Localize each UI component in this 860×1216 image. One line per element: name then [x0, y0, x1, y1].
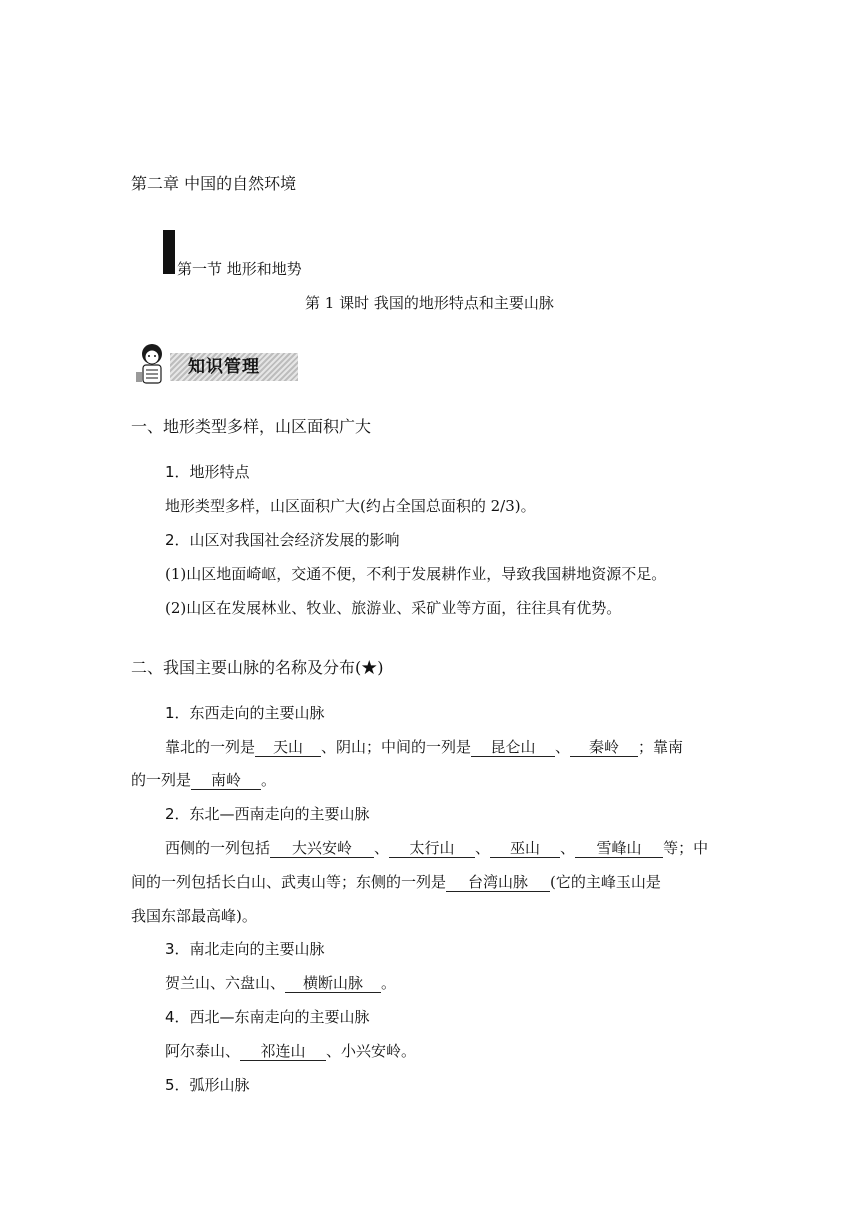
blank-hengduan-shanmai: 横断山脉: [285, 974, 381, 993]
ew-line1: [165, 736, 683, 757]
blank-daxinganling: 大兴安岭: [270, 839, 374, 858]
ns-line: [165, 972, 396, 993]
part2-heading: 二、我国主要山脉的名称及分布(★): [131, 658, 384, 677]
part1-heading: 一、地形类型多样，山区面积广大: [131, 417, 372, 436]
ew-title: 1．东西走向的主要山脉: [165, 704, 325, 722]
part1-item2-text1: (1)山区地面崎岖，交通不便，不利于发展耕作业，导致我国耕地资源不足。: [165, 565, 667, 583]
nesw-title: 2．东北—西南走向的主要山脉: [165, 805, 370, 823]
student-icon: [132, 342, 172, 386]
section-marker-bar: [163, 230, 175, 274]
ns-title: 3．南北走向的主要山脉: [165, 940, 325, 958]
nesw-text2: 等；中: [663, 839, 709, 857]
nwse-title: 4．西北—东南走向的主要山脉: [165, 1008, 370, 1026]
ew-text5: 的一列是: [131, 771, 192, 789]
ew-text3: 、: [555, 738, 571, 756]
knowledge-banner: [132, 342, 302, 386]
ns-text2: 。: [381, 974, 397, 992]
blank-nanling: 南岭: [191, 771, 261, 790]
nwse-line: [165, 1040, 416, 1061]
ew-text4: ；靠南: [638, 738, 684, 756]
arc-title: 5．弧形山脉: [165, 1076, 250, 1094]
nesw-text1: 西侧的一列包括: [165, 839, 271, 857]
blank-qilianshan: 祁连山: [240, 1042, 326, 1061]
nwse-text1: 阿尔泰山、: [165, 1042, 241, 1060]
blank-kunlunshan: 昆仑山: [471, 738, 555, 757]
blank-xuefengshan: 雪峰山: [575, 839, 663, 858]
blank-wushan: 巫山: [490, 839, 560, 858]
part1-item2-title: 2．山区对我国社会经济发展的影响: [165, 531, 400, 549]
part1-item1-title: 1．地形特点: [165, 463, 250, 481]
nesw-text4: (它的主峰玉山是: [550, 873, 661, 891]
blank-taihangshan: 太行山: [389, 839, 475, 858]
part1-item1-text: 地形类型多样，山区面积广大(约占全国总面积的 2/3)。: [165, 497, 536, 515]
part1-item2-text2: (2)山区在发展林业、牧业、旅游业、采矿业等方面，往往具有优势。: [165, 599, 622, 617]
ew-text1: 靠北的一列是: [165, 738, 256, 756]
ew-text2: 、阴山；中间的一列是: [321, 738, 472, 756]
ew-line2: [131, 769, 276, 790]
nesw-line2: [131, 871, 661, 892]
nesw-sep2: 、: [475, 839, 491, 857]
chapter-title: 第二章 中国的自然环境: [131, 174, 297, 193]
banner-label: 知识管理: [188, 357, 260, 377]
section-title: 第一节 地形和地势: [177, 260, 302, 278]
nesw-line3: 我国东部最高峰)。: [131, 907, 257, 925]
blank-qinling: 秦岭: [570, 738, 638, 757]
nwse-text2: 、小兴安岭。: [326, 1042, 417, 1060]
nesw-sep3: 、: [560, 839, 576, 857]
ew-text6: 。: [261, 771, 277, 789]
nesw-sep1: 、: [374, 839, 390, 857]
nesw-line1: [165, 837, 708, 858]
nesw-text3: 间的一列包括长白山、武夷山等；东侧的一列是: [131, 873, 447, 891]
blank-tianshan: 天山: [255, 738, 321, 757]
lesson-title: 第 1 课时 我国的地形特点和主要山脉: [305, 294, 554, 312]
ns-text1: 贺兰山、六盘山、: [165, 974, 286, 992]
blank-taiwan-shanmai: 台湾山脉: [446, 873, 550, 892]
